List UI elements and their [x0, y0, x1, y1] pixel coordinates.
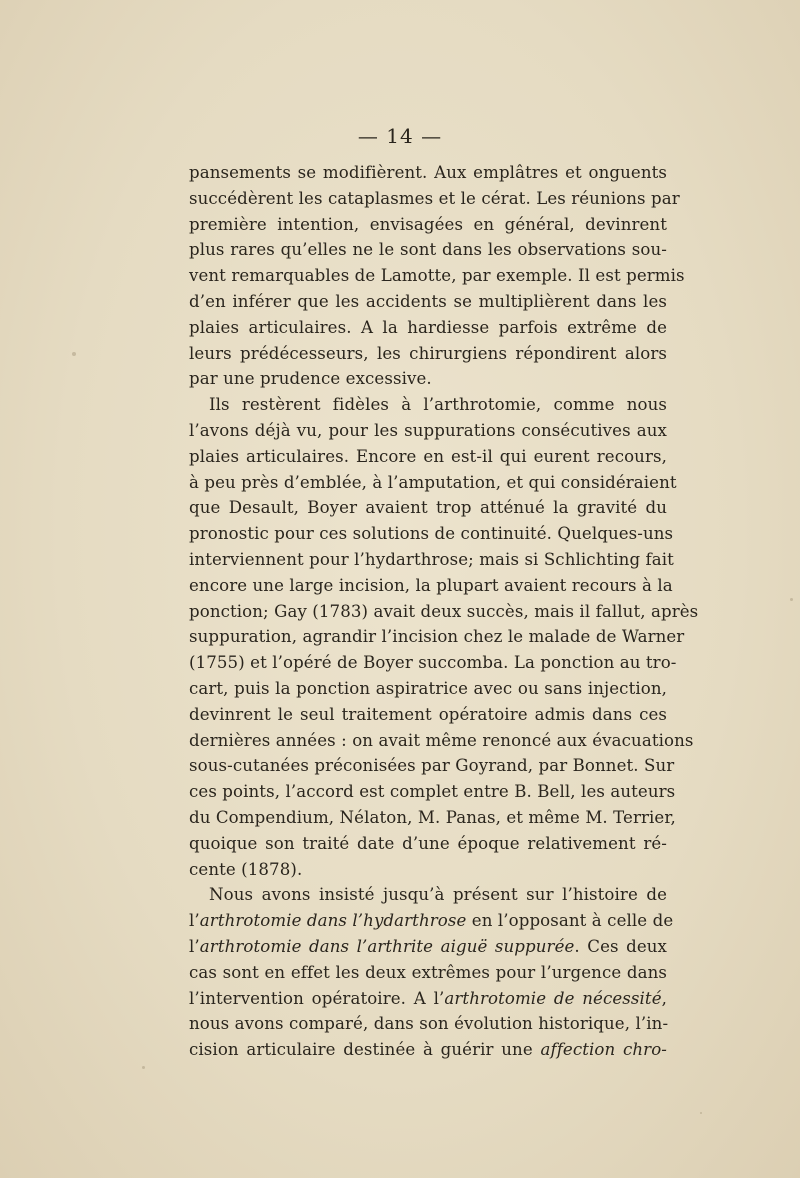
text-segment: ces points, l’accord est complet entre B. Bell, les auteurs [189, 782, 676, 802]
text-line [189, 212, 667, 238]
text-segment: quoique son traité date d’une époque relativement ré- [189, 833, 667, 853]
text-line [189, 160, 667, 186]
text-segment: que Desault, Boyer avaient trop atténué la gravité du [189, 498, 667, 518]
text-line [189, 418, 667, 444]
italic-text: arthrotomie de nécessité [444, 988, 662, 1008]
text-segment: l’avons déjà vu, pour les suppurations consécutives aux [189, 420, 667, 440]
text-line [189, 289, 667, 315]
text-segment: pronostic pour ces solutions de continuité. Quelques-uns [189, 524, 674, 544]
text-line [189, 882, 667, 908]
text-segment: pansements se modifièrent. Aux emplâtres et onguents [189, 163, 667, 182]
text-segment: ponction; Gay (1783) avait deux succès, mais il fallut, après [189, 601, 699, 621]
text-segment: Nous avons insisté jusqu’à présent sur l’histoire de [209, 885, 667, 905]
text-segment: leurs prédécesseurs, les chirurgiens répondirent alors [189, 343, 667, 363]
paper-speck [700, 1112, 702, 1114]
text-segment: en l’opposant à celle de [466, 911, 674, 931]
text-line [189, 599, 699, 625]
text-line [189, 753, 675, 779]
paper-speck [142, 1066, 145, 1069]
text-segment: l’intervention opératoire. A l’ [189, 988, 445, 1008]
text-line [189, 263, 685, 289]
text-line [189, 547, 674, 573]
text-segment: Ils restèrent fidèles à l’arthrotomie, comme nous [209, 395, 667, 415]
text-line [189, 934, 667, 960]
text-line [189, 495, 667, 521]
text-line [189, 779, 676, 805]
text-segment: par une prudence excessive. [189, 369, 432, 389]
text-segment: d’en inférer que les accidents se multiplièrent dans les [189, 291, 667, 311]
text-segment: succédèrent les cataplasmes et le cérat. Les réunions par [189, 188, 680, 208]
text-segment: nous avons comparé, dans son évolution historique, l’in- [189, 1014, 669, 1034]
text-segment: cente (1878). [189, 859, 303, 879]
italic-text: arthrotomie dans l’hydarthrose [199, 911, 467, 931]
text-line [189, 315, 667, 341]
page-number: — 14 — [357, 124, 443, 148]
text-segment: sous-cutanées préconisées par Goyrand, par Bonnet. Sur [189, 756, 675, 776]
text-line [189, 650, 677, 676]
text-segment: du Compendium, Nélaton, M. Panas, et même M. Terrier, [189, 807, 676, 827]
italic-text: arthrotomie dans l’arthrite aiguë suppurée [199, 936, 575, 956]
text-segment: plaies articulaires. A la hardiesse parfois extrême de [189, 317, 667, 337]
text-line [189, 521, 674, 547]
text-segment: cart, puis la ponction aspiratrice avec ou sans injection, [189, 678, 667, 698]
text-line [189, 341, 667, 367]
text-segment: . Ces deux [574, 936, 667, 956]
text-line [189, 1037, 667, 1063]
text-line [189, 392, 667, 418]
text-line [189, 470, 677, 496]
text-line [189, 857, 667, 883]
text-line [189, 573, 673, 599]
paper-speck [72, 352, 76, 356]
paper-speck [790, 598, 793, 601]
body-text [189, 160, 699, 1063]
text-line [189, 702, 667, 728]
text-segment: plus rares qu’elles ne le sont dans les observations sou- [189, 240, 667, 260]
text-line [189, 908, 674, 934]
text-line [189, 237, 667, 263]
text-segment: vent remarquables de Lamotte, par exemple. Il est permis [189, 266, 685, 286]
text-segment: interviennent pour l’hydarthrose; mais si Schlichting fait [189, 549, 674, 569]
text-segment: dernières années : on avait même renoncé aux évacuations [189, 730, 694, 750]
text-line [189, 986, 667, 1012]
text-segment: encore une large incision, la plupart avaient recours à la [189, 575, 673, 595]
text-line [189, 444, 667, 470]
text-segment: l’ [189, 911, 200, 931]
text-line [189, 805, 676, 831]
text-line [189, 624, 685, 650]
text-segment: cas sont en effet les deux extrêmes pour l’urgence dans [189, 962, 667, 982]
text-segment: (1755) et l’opéré de Boyer succomba. La ponction au tro- [189, 653, 677, 673]
text-segment: à peu près d’emblée, à l’amputation, et qui considéraient [189, 472, 677, 492]
text-segment: cision articulaire destinée à guérir une [189, 1040, 541, 1060]
text-segment: l’ [189, 936, 200, 956]
text-segment: première intention, envisagées en général, devinrent [189, 214, 667, 234]
text-segment: , [661, 988, 667, 1008]
text-line [189, 831, 667, 857]
text-segment: suppuration, agrandir l’incision chez le malade de Warner [189, 627, 685, 647]
text-line [189, 728, 694, 754]
text-line [189, 1011, 667, 1037]
text-line [189, 366, 667, 392]
text-segment: devinrent le seul traitement opératoire admis dans ces [189, 704, 667, 724]
text-line [189, 676, 667, 702]
text-line [189, 186, 680, 212]
text-segment: plaies articulaires. Encore en est-il qui eurent recours, [189, 446, 667, 466]
text-line [189, 960, 667, 986]
italic-text: affection chro- [540, 1040, 667, 1060]
